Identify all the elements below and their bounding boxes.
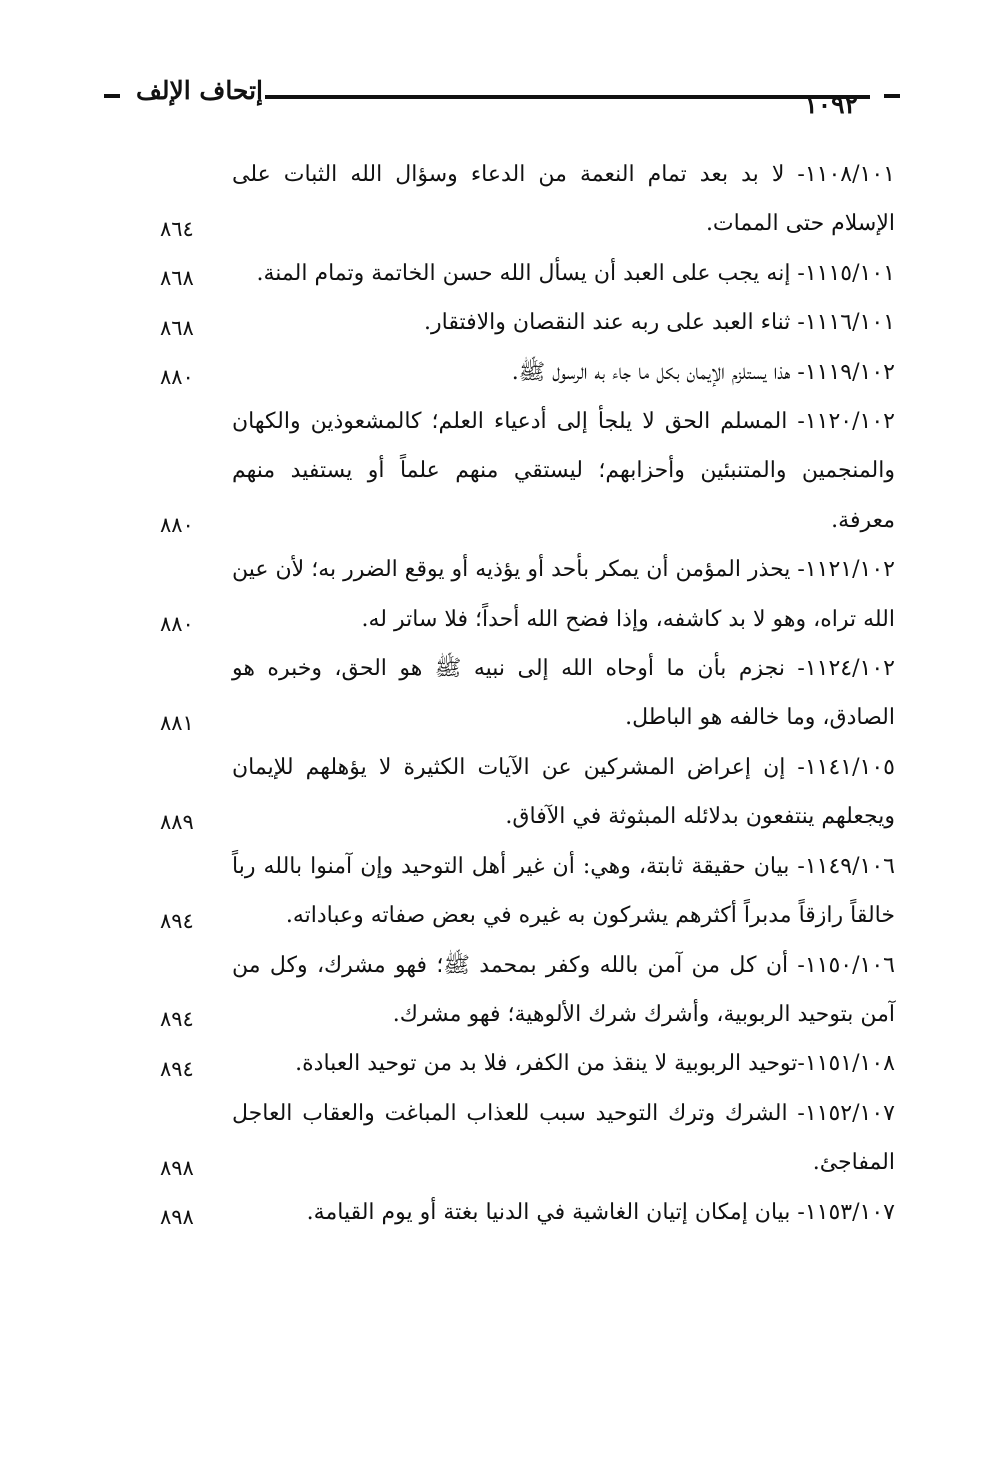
page-header [100,72,900,122]
entry-text: ١١٢٤/١٠٢- نجزم بأن ما أوحاه الله إلى نبيه ﷺ هو الحق، وخبره هو الصادق، وما خالفه هو الباطل. [232,656,895,731]
header-dash-right [884,94,900,98]
entry-page-ref: ٨٨٠ [160,513,194,538]
entry-page-ref: ٨٩٤ [160,1007,194,1032]
index-entry [150,298,895,347]
entry-text: ١١١٦/١٠١- ثناء العبد على ربه عند النقصان والافتقار. [424,310,895,336]
entry-text: ١١٥٣/١٠٧- بيان إمكان إتيان الغاشية في الدنيا بغتة أو يوم القيامة. [306,1199,895,1225]
index-entry [150,150,895,249]
entry-text: ١١٠٨/١٠١- لا بد بعد تمام النعمة من الدعاء وسؤال الله الثبات على الإسلام حتى الممات. [232,162,895,237]
index-entry [150,397,895,545]
entry-page-ref: ٨٦٨ [160,315,194,340]
index-entry [150,1188,895,1237]
header-dash-left [104,94,120,98]
index-entry [150,249,895,298]
index-entry [150,941,895,1040]
page-number: ١٠٩٢ [804,90,858,119]
index-entry [150,1039,895,1088]
entry-text: ١١٥١/١٠٨-توحيد الربوبية لا ينقذ من الكفر، فلا بد من توحيد العبادة. [295,1051,895,1077]
index-entry [150,348,895,397]
index-entry [150,743,895,842]
index-entry [150,644,895,743]
entry-text: ١١٥٠/١٠٦- أن كل من آمن بالله وكفر بمحمد ﷺ؛ فهو مشرك، وكل من آمن بتوحيد الربوبية، وأشرك شرك الألوهية؛ فهو مشرك. [232,952,895,1027]
index-entries [150,150,895,1237]
entry-text: ١١٥٢/١٠٧- الشرك وترك التوحيد سبب للعذاب المباغت والعقاب العاجل المفاجئ. [232,1100,895,1176]
entry-page-ref: ٨٨١ [160,710,194,735]
entry-page-ref: ٨٨٠ [160,365,194,390]
entry-page-ref: ٨٩٨ [160,1155,194,1180]
entry-text: ١١١٩/١٠٢- هذا يستلزم الإيمان بكل ما جاء به الرسول ﷺ. [511,359,895,385]
index-entry [150,1089,895,1188]
entry-page-ref: ٨٨٠ [160,612,194,637]
index-entry [150,545,895,644]
entry-page-ref: ٨٦٤ [160,216,194,241]
book-title: إتحاف الإلف [136,76,263,105]
header-rule [265,95,870,99]
entry-text: ١١٢١/١٠٢- يحذر المؤمن أن يمكر بأحد أو يؤذيه أو يوقع الضرر به؛ لأن عين الله تراه، وهو لا بد كاشفه، وإذا فضح الله أحداً؛ فلا ساتر له. [232,557,895,632]
entry-text: ١١٤٩/١٠٦- بيان حقيقة ثابتة، وهي: أن غير أهل التوحيد وإن آمنوا بالله رباً خالقاً رازقاً مدبراً أكثرهم يشركون به غيره في بعض صفاته وعباداته. [232,853,895,929]
entry-page-ref: ٨٨٩ [160,809,194,834]
index-entry [150,842,895,941]
entry-text: ١١٢٠/١٠٢- المسلم الحق لا يلجأ إلى أدعياء العلم؛ كالمشعوذين والكهان والمنجمين والمتنبئين وأحزابهم؛ ليستقي منهم علماً أو يستفيد منهم معرفة. [232,409,895,533]
entry-text: ١١٤١/١٠٥- إن إعراض المشركين عن الآيات الكثيرة لا يؤهلهم للإيمان ويجعلهم ينتفعون بدلائله المبثوثة في الآفاق. [232,754,895,830]
entry-page-ref: ٨٦٨ [160,266,194,291]
entry-text: ١١١٥/١٠١- إنه يجب على العبد أن يسأل الله حسن الخاتمة وتمام المنة. [256,260,895,286]
entry-page-ref: ٨٩٤ [160,908,194,933]
entry-page-ref: ٨٩٨ [160,1204,194,1229]
entry-page-ref: ٨٩٤ [160,1056,194,1081]
